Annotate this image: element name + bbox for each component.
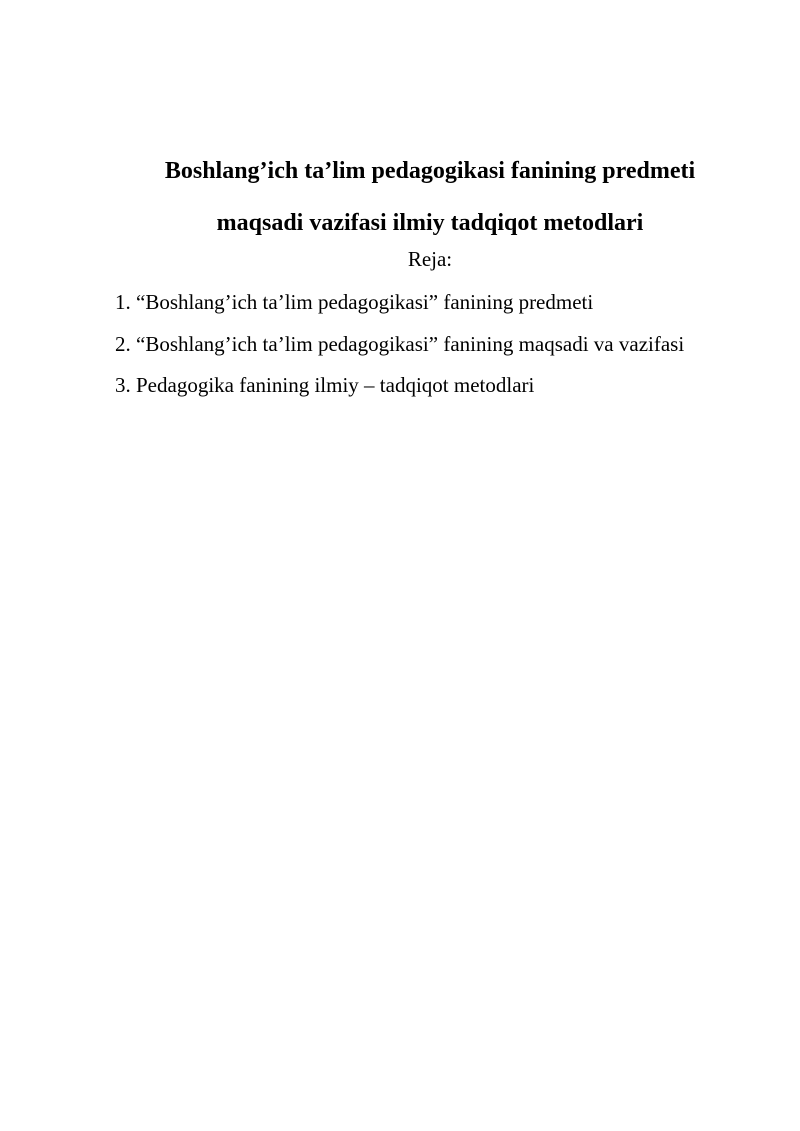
plan-list (115, 282, 695, 407)
plan-item-3: 3. Pedagogika fanining ilmiy – tadqiqot metodlari (115, 373, 535, 397)
plan-heading: Reja: (407, 247, 453, 271)
title-line-1: Boshlang’ich ta’lim pedagogikasi fanining predmeti (164, 158, 696, 184)
document-title (100, 145, 760, 249)
plan-item-1: 1. “Boshlang’ich ta’lim pedagogikasi” fanining predmeti (115, 290, 594, 314)
plan-item-2: 2. “Boshlang’ich ta’lim pedagogikasi” fanining maqsadi va vazifasi (115, 331, 685, 356)
title-line-2: maqsadi vazifasi ilmiy tadqiqot metodlari (216, 210, 644, 236)
